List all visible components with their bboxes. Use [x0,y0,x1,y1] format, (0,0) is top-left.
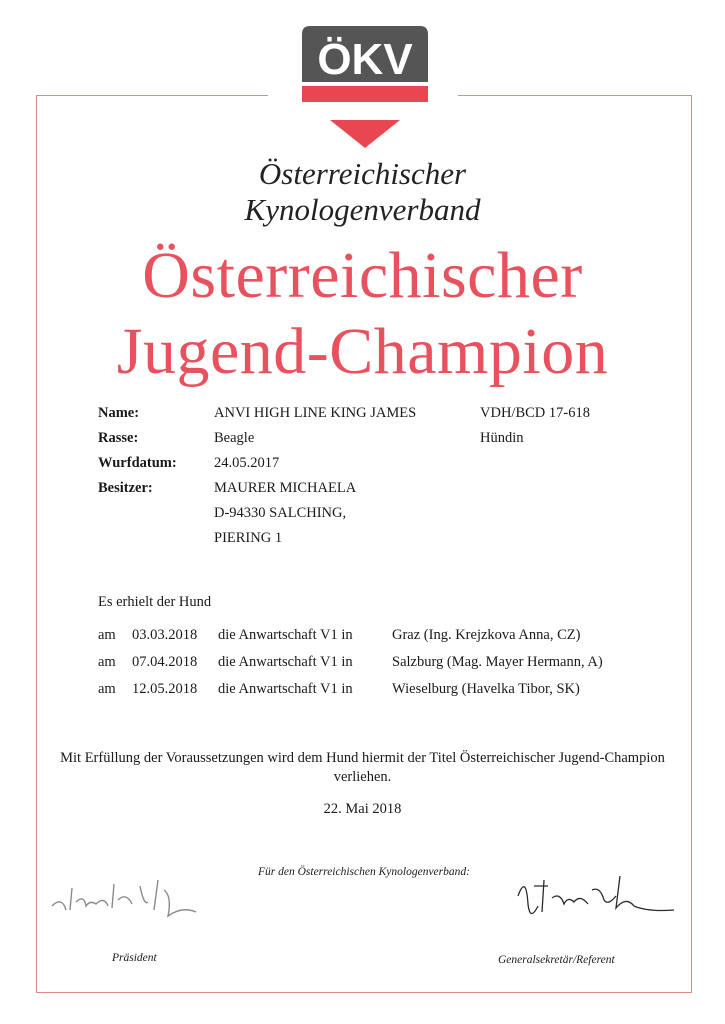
owner-line2: D-94330 SALCHING, [214,505,347,521]
frame-bottom [36,992,692,993]
dob-label: Wurfdatum: [98,455,177,471]
award-place: Wieselburg (Havelka Tibor, SK) [392,681,580,697]
award-date: 12.05.2018 [132,681,198,697]
award-date: 07.04.2018 [132,654,198,670]
frame-top-right [458,95,692,96]
dog-dob: 24.05.2017 [214,455,280,471]
award-place: Graz (Ing. Krejzkova Anna, CZ) [392,627,581,643]
award-desc: die Anwartschaft V1 in [218,654,353,670]
frame-left [36,95,37,993]
award-am: am [98,654,116,670]
president-label: Präsident [112,952,157,964]
title-line2: Jugend-Champion [116,315,609,388]
frame-right [691,95,692,993]
name-label: Name: [98,405,140,421]
dog-name: ANVI HIGH LINE KING JAMES [214,405,417,421]
president-signature [48,866,208,926]
award-am: am [98,627,116,643]
owner-label: Besitzer: [98,480,153,496]
breed-label: Rasse: [98,430,139,446]
owner-line1: MAURER MICHAELA [214,480,357,496]
logo-text: ÖKV [317,35,413,84]
title-line1: Österreichischer [142,239,583,312]
secretary-label: Generalsekretär/Referent [498,954,615,966]
dog-sex: Hündin [480,430,524,446]
award-desc: die Anwartschaft V1 in [218,627,353,643]
awards-intro: Es erhielt der Hund [98,594,212,610]
award-date: 03.03.2018 [132,627,198,643]
dog-breed: Beagle [214,430,255,446]
org-name-line1: Österreichischer [258,156,467,191]
issue-date: 22. Mai 2018 [323,801,402,817]
okv-logo [296,24,434,150]
owner-line3: PIERING 1 [214,530,283,546]
registration-number: VDH/BCD 17-618 [480,405,590,421]
org-name-line2: Kynologenverband [244,192,481,227]
award-place: Salzburg (Mag. Mayer Hermann, A) [392,654,603,670]
secretary-signature [508,866,678,928]
award-desc: die Anwartschaft V1 in [218,681,353,697]
frame-top-left [36,95,268,96]
for-org-text: Für den Österreichischen Kynologenverband: [258,866,470,878]
title-statement: Mit Erfüllung der Voraussetzungen wird dem Hund hiermit der Titel Österreichischer Jugend-Champion verliehen. [60,750,665,785]
award-am: am [98,681,116,697]
